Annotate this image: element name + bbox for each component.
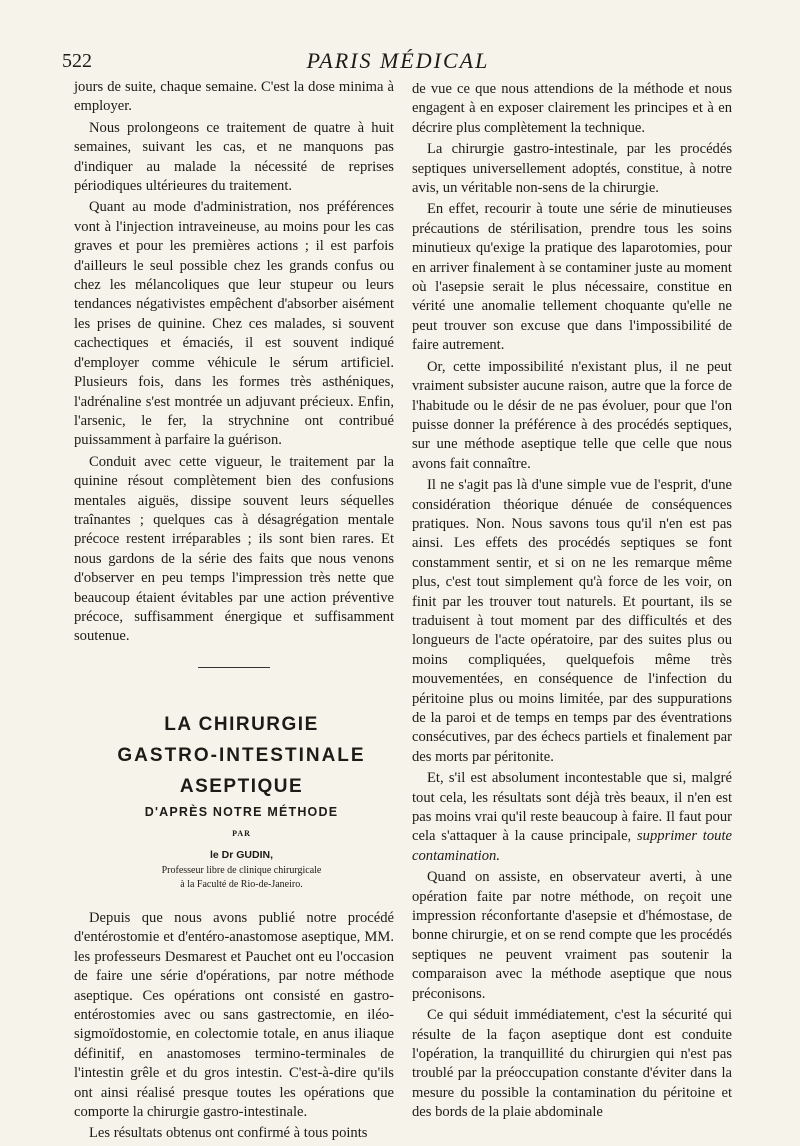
page-number: 522 <box>62 50 92 72</box>
author-name: le Dr GUDIN, <box>209 848 273 861</box>
paragraph: Ce qui séduit immédiatement, c'est la sécurité qui résulte de la façon aseptique dont est conduite l'opération, la tranquillité du chirurgien qui n'est pas troublé par la préoccupation constante d'éviter dans la mesure du possible la contamination du péritoine et des bords de la plaie abdominale <box>412 1007 732 1121</box>
paragraph: Conduit avec cette vigueur, le traitement par la quinine résout complètement bien des confusions mentales aiguës, dissipe souvent leurs séquelles traînantes ; quelques cas à désagrégation mentale précoce restent irréparables ; ils sont bien rares. Et nous gardons de la série des faits que nous venons d'observer en peu temps l'impression très nette que beaucoup étaient évitables par une action préventive précoce, suffisamment énergique et suffisamment soutenue. <box>74 453 394 645</box>
affiliation-line: Professeur libre de clinique chirurgicale <box>161 865 322 876</box>
paragraph: de vue ce que nous attendions de la méthode et nous engagent à en exposer clairement les principes et à en décrire plus complètement la technique. <box>412 81 732 136</box>
article-title-line-3: ASEPTIQUE <box>179 775 304 797</box>
paragraph: En effet, recourir à toute une série de minutieuses précautions de stérilisation, prendre tous les soins minutieux qu'exige la pratique des laparotomies, pour en arriver finalement à se contaminer juste au moment où l'asepsie serait le plus nécessaire, constitue en vérité une anomalie tellement choquante qu'elle ne peut trouver son excuse que dans l'impossibilité de faire autrement. <box>412 201 732 354</box>
paragraph: Quant au mode d'administration, nos préférences vont à l'injection intraveineuse, au moins pour les cas graves et pour les premières actions ; il est parfois d'ailleurs le seul possible chez les grands confus ou chez les mélancoliques que leur stupeur ou leurs tendances négativistes empêchent d'absorber aisément les prises de quinine. Chez ces malades, si souvent cachectiques et émaciés, il est souvent indiqué d'employer comme véhicule le sérum artificiel. Plusieurs fois, dans les formes très asthéniques, l'adrénaline s'est montrée un adjuvant précieux. Enfin, l'arsenic, le fer, la strychnine ont contribué puissamment à parfaire la guérison. <box>74 199 394 449</box>
paragraph: La chirurgie gastro-intestinale, par les procédés septiques universellement adoptés, constitue, à notre avis, un véritable non-sens de la chirurgie. <box>412 141 732 197</box>
paragraph: Depuis que nous avons publié notre procédé d'entérostomie et d'entéro-anastomose aseptique, MM. les professeurs Desmarest et Pauchet ont eu l'occasion de faire une série d'opérations, par notre méthode aseptique. Ces opérations ont consisté en gastro-entérostomies avec ou sans gastrectomie, en iléo-sigmoïdostomie, en colectomie totale, en anus iliaque définitif, en anastomoses termino-terminales de l'intestin grêle et du gros intestin. C'est-à-dire qu'ils ont ainsi réalisé presque toutes les opérations que comporte la chirurgie gastro-intestinale. <box>74 910 394 1121</box>
journal-title: PARIS MÉDICAL <box>306 48 490 73</box>
paragraph: Quand on assiste, en observateur averti, à une opération faite par notre méthode, on reçoit une impression réconfortante d'asepsie et d'hémostase, de bonne chirurgie, et on se rend compte que les procédés septiques ne peuvent vraiment pas soutenir la comparaison avec la méthode aseptique que nous préconisons. <box>412 869 732 1002</box>
page-header <box>62 48 734 78</box>
paragraph: Les résultats obtenus ont confirmé à tous points <box>89 1125 368 1142</box>
paragraph: Il ne s'agit pas là d'une simple vue de l'esprit, d'une considération théorique dénuée de conséquences pratiques. Non. Nous savons tous qu'il n'en est pas ainsi. Les effets des procédés septiques se font constamment sentir, et si on ne les remarque même plus, c'est tout simplement qu'à force de les voir, on finit par les trouver tout naturels. Et pourtant, ils se traduisent à tout moment par des difficultés et des longueurs de l'acte opératoire, par des suites plus ou moins compliquées, quelquefois même très mouvementées, en conséquence de l'infection du péritoine plus ou moins limitée, par des suppurations de la paroi et de temps en temps par des éventrations consécutives, par des échecs partiels et finalement par des morts par péritonite. <box>412 477 732 765</box>
emphasized-text: supprimer toute contamination. <box>412 828 732 864</box>
paragraph: Nous prolongeons ce traitement de quatre à huit semaines, suivant les cas, et ne manquons pas d'indiquer au malade la nécessité de reprises périodiques ultérieures du traitement. <box>74 119 394 195</box>
author-affiliation <box>74 865 394 891</box>
left-column <box>74 78 394 1144</box>
article-title-line-1: LA CHIRURGIE <box>164 713 319 735</box>
right-column <box>412 80 732 1123</box>
paragraph <box>412 769 732 866</box>
article-title-line-2: GASTRO-INTESTINALE <box>117 744 366 766</box>
article-subtitle: D'APRÈS NOTRE MÉTHODE <box>144 804 339 819</box>
paragraph: jours de suite, chaque semaine. C'est la dose minima à employer. <box>74 79 394 115</box>
paragraph-text: Et, s'il est absolument incontestable que si, malgré tout cela, les résultats sont déjà très beaux, il n'en est pas moins vrai qu'il reste beaucoup à faire. Il faut pour cela s'attaquer à la cause principale, <box>412 770 732 845</box>
byline-label: PAR <box>232 829 251 839</box>
affiliation-line: à la Faculté de Rio-de-Janeiro. <box>180 879 303 890</box>
paragraph: Or, cette impossibilité n'existant plus, il ne peut vraiment subsister aucune raison, autre que la force de l'habitude ou le désir de ne pas évoluer, pour que l'on puisse donner la préférence à des procédés septiques, sur une méthode aseptique telle que celle que nous avons fait connaître. <box>412 358 732 472</box>
section-divider <box>198 667 270 668</box>
